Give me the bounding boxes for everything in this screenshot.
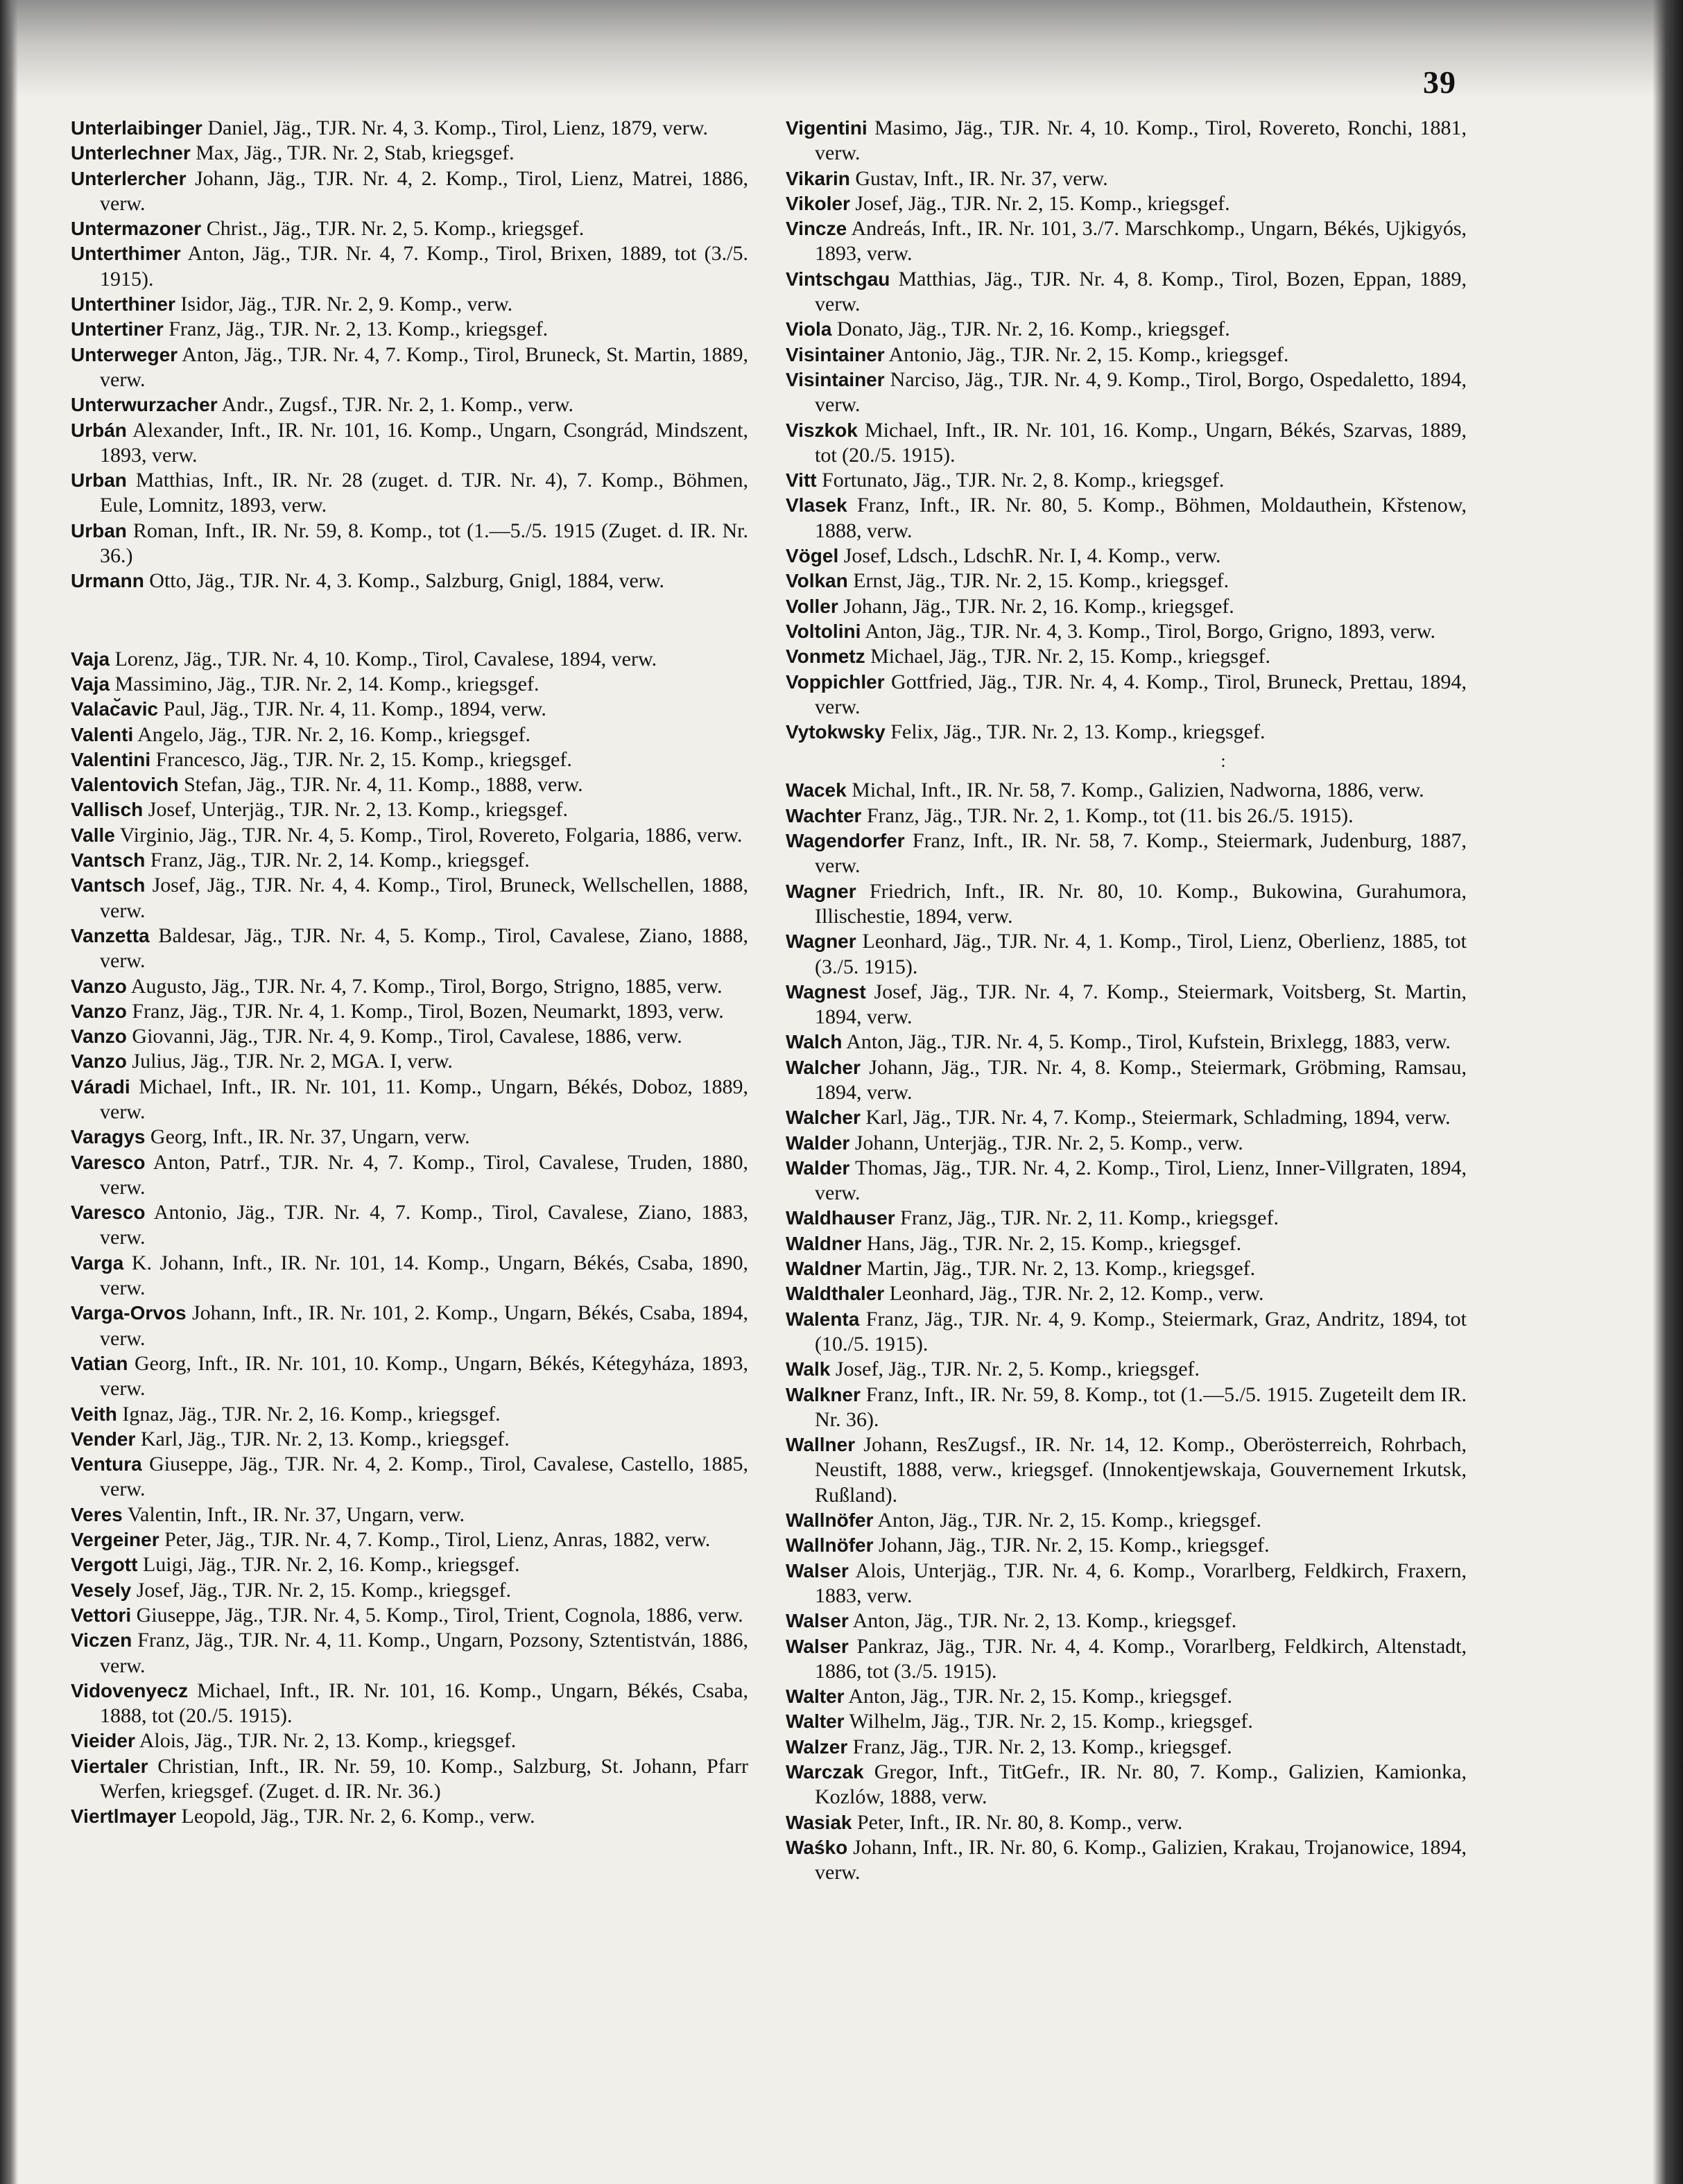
entry-surname: Vergeiner	[71, 1529, 159, 1551]
register-entry	[786, 1735, 1467, 1760]
entry-surname: Urban	[71, 469, 127, 492]
register-entry	[71, 697, 748, 722]
entry-surname: Unterlechner	[71, 142, 191, 164]
entry-surname: Valenti	[71, 723, 134, 745]
register-entry	[71, 1552, 748, 1577]
register-entry	[786, 1131, 1467, 1156]
entry-details: Gregor, Inft., TitGefr., IR. Nr. 80, 7. Komp., Galizien, Kamionka, Kozlów, 1888, verw.	[815, 1760, 1467, 1809]
entry-details: Peter, Jäg., TJR. Nr. 4, 7. Komp., Tirol, Lienz, Anras, 1882, verw.	[159, 1528, 711, 1552]
entry-details: Masimo, Jäg., TJR. Nr. 4, 10. Komp., Tirol, Rovereto, Ronchi, 1881, verw.	[815, 116, 1467, 165]
entry-surname: Untermazoner	[71, 218, 202, 240]
entry-details: Josef, Jäg., TJR. Nr. 2, 15. Komp., kriegsgef.	[131, 1578, 511, 1602]
register-entry	[786, 1634, 1467, 1685]
register-entry	[71, 141, 748, 166]
register-entry	[786, 1281, 1467, 1306]
entry-surname: Varga-Orvos	[71, 1302, 187, 1324]
entry-details: Johann, Inft., IR. Nr. 101, 2. Komp., Ungarn, Békés, Csaba, 1894, verw.	[100, 1301, 748, 1350]
register-entry	[71, 1402, 748, 1427]
entry-details: Franz, Inft., IR. Nr. 80, 5. Komp., Böhmen, Moldauthein, Křstenow, 1888, verw.	[815, 494, 1467, 542]
register-entry	[71, 292, 748, 317]
register-entry	[786, 267, 1467, 318]
entry-surname: Waśko	[786, 1836, 848, 1858]
entry-details: Josef, Jäg., TJR. Nr. 2, 5. Komp., kriegsgef.	[830, 1358, 1200, 1381]
entry-details: Franz, Jäg., TJR. Nr. 2, 13. Komp., kriegsgef.	[163, 318, 549, 341]
entry-details: Ignaz, Jäg., TJR. Nr. 2, 16. Komp., kriegsgef.	[116, 1402, 501, 1425]
entry-details: Michael, Inft., IR. Nr. 101, 16. Komp., Ungarn, Békés, Szarvas, 1889, tot (20./5. 1915).	[815, 418, 1467, 467]
entry-details: Johann, ResZugsf., IR. Nr. 14, 12. Komp., Oberösterreich, Rohrbach, Neustift, 1888, verw., kriegsgef. (Innokentjewskaja, Gouvernement Irkutsk, Rußland).	[815, 1433, 1467, 1507]
register-entry	[786, 1357, 1467, 1382]
section-gap	[71, 594, 748, 647]
entry-details: Michael, Jäg., TJR. Nr. 2, 15. Komp., kriegsgef.	[865, 645, 1270, 668]
entry-details: Georg, Inft., IR. Nr. 37, Ungarn, verw.	[145, 1125, 470, 1149]
entry-surname: Viertaler	[71, 1755, 148, 1777]
entry-details: Michael, Inft., IR. Nr. 101, 11. Komp., Ungarn, Békés, Doboz, 1889, verw.	[100, 1075, 748, 1123]
register-entry	[786, 1533, 1467, 1558]
entry-surname: Vintschgau	[786, 268, 890, 290]
scan-shadow-left	[0, 0, 18, 2184]
entry-details: Matthias, Inft., IR. Nr. 28 (zuget. d. TJR. Nr. 4), 7. Komp., Böhmen, Eule, Lomnitz, 1893, verw.	[100, 469, 748, 517]
entry-surname: Urmann	[71, 570, 144, 592]
entry-details: Franz, Jäg., TJR. Nr. 4, 11. Komp., Ungarn, Pozsony, Sztentistván, 1886, verw.	[100, 1629, 748, 1677]
entry-surname: Walser	[786, 1559, 849, 1581]
entry-details: Franz, Jäg., TJR. Nr. 2, 11. Komp., kriegsgef.	[895, 1206, 1279, 1230]
entry-surname: Ventura	[71, 1453, 142, 1475]
entry-surname: Varga	[71, 1251, 124, 1274]
register-entry	[786, 1105, 1467, 1130]
entry-details: Martin, Jäg., TJR. Nr. 2, 13. Komp., kriegsgef.	[861, 1257, 1256, 1281]
register-entry	[71, 1251, 748, 1301]
register-entry	[71, 317, 748, 342]
entry-details: Michal, Inft., IR. Nr. 58, 7. Komp., Galizien, Nadworna, 1886, verw.	[846, 779, 1424, 802]
entry-surname: Wagendorfer	[786, 830, 905, 852]
register-entry	[71, 216, 748, 241]
register-entry	[786, 1055, 1467, 1106]
entry-details: Christian, Inft., IR. Nr. 59, 10. Komp., Salzburg, St. Johann, Pfarr Werfen, kriegsgef. (Zuget. d. IR. Nr. 36.)	[100, 1754, 748, 1803]
entry-details: Franz, Jäg., TJR. Nr. 2, 14. Komp., kriegsgef.	[145, 849, 530, 872]
entry-surname: Valentovich	[71, 774, 179, 796]
register-entry	[786, 493, 1467, 544]
entry-surname: Viertlmayer	[71, 1805, 177, 1828]
entry-surname: Vantsch	[71, 874, 146, 896]
entry-surname: Vantsch	[71, 849, 146, 872]
entry-details: Giuseppe, Jäg., TJR. Nr. 4, 5. Komp., Tirol, Trient, Cognola, 1886, verw.	[131, 1603, 743, 1627]
register-entry	[786, 1256, 1467, 1281]
entry-surname: Vatian	[71, 1352, 128, 1374]
entry-details: Friedrich, Inft., IR. Nr. 80, 10. Komp., Bukowina, Gurahumora, Illischestie, 1894, verw.	[815, 879, 1467, 928]
register-entry	[786, 418, 1467, 469]
entry-surname: Vaja	[71, 648, 110, 670]
entry-surname: Warczak	[786, 1761, 864, 1783]
register-entry	[71, 418, 748, 469]
entry-details: Josef, Jäg., TJR. Nr. 4, 7. Komp., Steiermark, Voitsberg, St. Martin, 1894, verw.	[815, 980, 1467, 1029]
register-entry	[71, 519, 748, 569]
entry-surname: Varesco	[71, 1151, 146, 1173]
register-entry	[71, 1301, 748, 1351]
entry-details: Antonio, Jäg., TJR. Nr. 4, 7. Komp., Tirol, Cavalese, Ziano, 1883, verw.	[100, 1201, 748, 1249]
entry-surname: Wagner	[786, 880, 856, 902]
register-entry	[786, 317, 1467, 342]
entry-details: Angelo, Jäg., TJR. Nr. 2, 16. Komp., kriegsgef.	[133, 722, 531, 746]
register-entry	[71, 647, 748, 672]
register-entry	[71, 1075, 748, 1125]
register-entry	[786, 191, 1467, 216]
register-entry	[71, 1754, 748, 1805]
register-entry	[786, 1508, 1467, 1533]
register-entry	[71, 166, 748, 217]
scan-shadow-right	[1652, 0, 1683, 2184]
entry-details: Giovanni, Jäg., TJR. Nr. 4, 9. Komp., Tirol, Cavalese, 1886, verw.	[126, 1025, 682, 1048]
entry-details: Julius, Jäg., TJR. Nr. 2, MGA. I, verw.	[126, 1050, 453, 1073]
entry-details: Paul, Jäg., TJR. Nr. 4, 11. Komp., 1894, verw.	[158, 697, 546, 721]
register-entry	[786, 1383, 1467, 1433]
entry-surname: Vigentini	[786, 117, 868, 139]
section-separator: :	[1220, 751, 1226, 772]
entry-details: Valentin, Inft., IR. Nr. 37, Ungarn, verw.	[122, 1502, 465, 1526]
entry-surname: Vieider	[71, 1730, 135, 1752]
entry-details: Josef, Unterjäg., TJR. Nr. 2, 13. Komp., kriegsgef.	[143, 798, 568, 822]
entry-surname: Vikarin	[786, 167, 850, 189]
register-entry	[786, 343, 1467, 367]
entry-details: Peter, Inft., IR. Nr. 80, 8. Komp., verw.	[852, 1810, 1183, 1834]
register-entry	[786, 804, 1467, 829]
entry-surname: Walser	[786, 1635, 849, 1657]
entry-details: Narciso, Jäg., TJR. Nr. 4, 9. Komp., Tirol, Borgo, Ospedaletto, 1894, verw.	[815, 367, 1467, 417]
entry-surname: Walzer	[786, 1735, 848, 1758]
entry-surname: Viola	[786, 318, 832, 340]
entry-surname: Vettori	[71, 1604, 132, 1626]
entry-surname: Wacek	[786, 779, 847, 801]
entry-surname: Váradi	[71, 1075, 130, 1098]
entry-details: Anton, Patrf., TJR. Nr. 4, 7. Komp., Tirol, Cavalese, Truden, 1880, verw.	[100, 1150, 748, 1199]
entry-details: Karl, Jäg., TJR. Nr. 4, 7. Komp., Steiermark, Schladming, 1894, verw.	[860, 1106, 1451, 1129]
entry-details: Anton, Jäg., TJR. Nr. 4, 7. Komp., Tirol, Bruneck, St. Martin, 1889, verw.	[100, 343, 748, 391]
entry-details: Anton, Jäg., TJR. Nr. 2, 15. Komp., kriegsgef.	[844, 1685, 1232, 1708]
entry-surname: Valle	[71, 824, 115, 846]
register-entry	[786, 670, 1467, 720]
entry-surname: Visintainer	[786, 343, 885, 365]
entry-details: Antonio, Jäg., TJR. Nr. 2, 15. Komp., kriegsgef.	[884, 343, 1289, 366]
entry-details: Josef, Ldsch., LdschR. Nr. I, 4. Komp., verw.	[838, 544, 1221, 568]
entry-details: Ernst, Jäg., TJR. Nr. 2, 15. Komp., kriegsgef.	[847, 569, 1229, 593]
entry-details: Gustav, Inft., IR. Nr. 37, verw.	[849, 166, 1108, 190]
entry-surname: Walder	[786, 1132, 850, 1154]
register-entry	[786, 720, 1467, 745]
register-entry	[71, 1427, 748, 1452]
entry-surname: Vallisch	[71, 799, 144, 821]
entry-surname: Vanzetta	[71, 924, 150, 946]
register-entry	[786, 1432, 1467, 1508]
entry-details: Leonhard, Jäg., TJR. Nr. 4, 1. Komp., Tirol, Lienz, Oberlienz, 1885, tot (3./5. 1915).	[815, 930, 1467, 978]
entry-surname: Vögel	[786, 545, 839, 567]
entry-surname: Waldner	[786, 1258, 862, 1280]
entry-surname: Vesely	[71, 1579, 132, 1601]
register-entry	[786, 1030, 1467, 1055]
entry-surname: Valentini	[71, 748, 151, 770]
entry-surname: Voller	[786, 595, 838, 617]
left-column	[71, 116, 748, 1830]
register-entry	[71, 1200, 748, 1251]
entry-details: Thomas, Jäg., TJR. Nr. 4, 2. Komp., Tirol, Lienz, Inner-Villgraten, 1894, verw.	[815, 1156, 1467, 1205]
entry-details: Christ., Jäg., TJR. Nr. 2, 5. Komp., kriegsgef.	[201, 217, 585, 241]
entry-details: Leonhard, Jäg., TJR. Nr. 2, 12. Komp., verw.	[884, 1282, 1264, 1306]
entry-details: Daniel, Jäg., TJR. Nr. 4, 3. Komp., Tirol, Lienz, 1879, verw.	[202, 116, 708, 139]
register-entry	[71, 1150, 748, 1201]
entry-details: Franz, Jäg., TJR. Nr. 2, 13. Komp., kriegsgef.	[847, 1735, 1232, 1758]
entry-details: Franz, Inft., IR. Nr. 59, 8. Komp., tot (1.—5./5. 1915. Zugeteilt dem IR. Nr. 36).	[815, 1383, 1467, 1431]
register-entry	[71, 823, 748, 848]
entry-details: Johann, Jäg., TJR. Nr. 4, 8. Komp., Steiermark, Gröbming, Ramsau, 1894, verw.	[815, 1055, 1467, 1104]
entry-details: Andr., Zugsf., TJR. Nr. 2, 1. Komp., verw.	[217, 393, 573, 417]
entry-surname: Walter	[786, 1710, 845, 1733]
register-entry	[71, 392, 748, 417]
entry-details: Alexander, Inft., IR. Nr. 101, 16. Komp., Ungarn, Csongrád, Mindszent, 1893, verw.	[100, 418, 748, 467]
register-entry	[786, 1559, 1467, 1609]
entry-surname: Vidovenyecz	[71, 1679, 189, 1701]
entry-details: Wilhelm, Jäg., TJR. Nr. 2, 15. Komp., kriegsgef.	[844, 1710, 1253, 1733]
entry-surname: Vlasek	[786, 494, 847, 517]
entry-surname: Wagnest	[786, 980, 866, 1003]
entry-surname: Urban	[71, 519, 127, 541]
entry-surname: Walch	[786, 1031, 843, 1053]
register-entry	[71, 1603, 748, 1628]
entry-surname: Vikoler	[786, 192, 850, 214]
entry-surname: Walser	[786, 1610, 849, 1632]
entry-details: Max, Jäg., TJR. Nr. 2, Stab, kriegsgef.	[190, 141, 515, 165]
register-entry	[71, 1628, 748, 1679]
entry-details: Johann, Unterjäg., TJR. Nr. 2, 5. Komp., verw.	[849, 1131, 1243, 1154]
register-entry	[71, 1527, 748, 1552]
entry-surname: Vanzo	[71, 1050, 127, 1073]
entry-surname: Unterweger	[71, 343, 178, 365]
entry-surname: Viczen	[71, 1629, 132, 1652]
register-entry	[786, 116, 1467, 166]
register-entry	[786, 619, 1467, 644]
entry-surname: Wallnöfer	[786, 1534, 874, 1557]
register-entry	[71, 468, 748, 519]
entry-details: Anton, Jäg., TJR. Nr. 2, 13. Komp., kriegsgef.	[848, 1609, 1237, 1633]
entry-surname: Wasiak	[786, 1811, 852, 1833]
register-entry	[71, 1679, 748, 1729]
entry-details: Johann, Jäg., TJR. Nr. 2, 16. Komp., kriegsgef.	[838, 594, 1234, 618]
entry-surname: Vanzo	[71, 1000, 127, 1022]
entry-details: Anton, Jäg., TJR. Nr. 4, 5. Komp., Tirol, Kufstein, Brixlegg, 1883, verw.	[842, 1030, 1451, 1054]
register-entry	[786, 644, 1467, 669]
entry-surname: Viszkok	[786, 419, 858, 441]
register-entry	[786, 544, 1467, 569]
register-entry	[71, 116, 748, 141]
entry-details: Franz, Jäg., TJR. Nr. 4, 9. Komp., Steiermark, Graz, Andritz, 1894, tot (10./5. 1915).	[815, 1307, 1467, 1355]
entry-surname: Waldthaler	[786, 1283, 885, 1305]
entry-surname: Wallnöfer	[786, 1509, 874, 1532]
entry-surname: Unterlercher	[71, 167, 187, 189]
entry-details: Franz, Jäg., TJR. Nr. 2, 1. Komp., tot (11. bis 26./5. 1915).	[861, 804, 1354, 827]
register-entry	[71, 1049, 748, 1074]
entry-surname: Waldhauser	[786, 1207, 895, 1229]
entry-details: Lorenz, Jäg., TJR. Nr. 4, 10. Komp., Tirol, Cavalese, 1894, verw.	[110, 647, 657, 670]
entry-details: Massimino, Jäg., TJR. Nr. 2, 14. Komp., kriegsgef.	[110, 672, 540, 695]
register-entry	[786, 1810, 1467, 1835]
entry-details: Donato, Jäg., TJR. Nr. 2, 16. Komp., kriegsgef.	[831, 318, 1230, 341]
entry-surname: Vanzo	[71, 1025, 127, 1048]
entry-surname: Visintainer	[786, 368, 885, 390]
register-entry	[71, 999, 748, 1024]
register-entry	[786, 569, 1467, 593]
entry-details: Luigi, Jäg., TJR. Nr. 2, 16. Komp., kriegsgef.	[137, 1553, 520, 1577]
entry-details: Roman, Inft., IR. Nr. 59, 8. Komp., tot (1.—5./5. 1915 (Zuget. d. IR. Nr. 36.)	[100, 519, 748, 568]
entry-details: Fortunato, Jäg., TJR. Nr. 2, 8. Komp., kriegsgef.	[816, 469, 1225, 492]
right-column	[786, 116, 1467, 1885]
entry-details: K. Johann, Inft., IR. Nr. 101, 14. Komp., Ungarn, Békés, Csaba, 1890, verw.	[100, 1251, 748, 1300]
entry-details: Alois, Jäg., TJR. Nr. 2, 13. Komp., kriegsgef.	[135, 1729, 517, 1753]
entry-details: Matthias, Jäg., TJR. Nr. 4, 8. Komp., Tirol, Bozen, Eppan, 1889, verw.	[815, 267, 1467, 316]
register-entry	[71, 1125, 748, 1150]
register-entry	[71, 1728, 748, 1753]
entry-details: Anton, Jäg., TJR. Nr. 4, 3. Komp., Tirol, Borgo, Grigno, 1893, verw.	[861, 619, 1436, 643]
register-entry	[786, 468, 1467, 493]
register-entry	[786, 216, 1467, 267]
entry-details: Johann, Inft., IR. Nr. 80, 6. Komp., Galizien, Krakau, Trojanowice, 1894, verw.	[815, 1835, 1467, 1884]
entry-details: Stefan, Jäg., TJR. Nr. 4, 11. Komp., 1888, verw.	[178, 773, 583, 797]
entry-details: Josef, Jäg., TJR. Nr. 2, 15. Komp., kriegsgef.	[849, 191, 1230, 215]
entry-surname: Waldner	[786, 1232, 862, 1254]
entry-surname: Vonmetz	[786, 645, 865, 668]
register-entry	[786, 1231, 1467, 1256]
register-entry	[786, 1684, 1467, 1709]
register-entry	[71, 569, 748, 593]
entry-surname: Walkner	[786, 1383, 861, 1405]
entry-surname: Untertiner	[71, 318, 164, 340]
entry-details: Anton, Jäg., TJR. Nr. 4, 7. Komp., Tirol, Brixen, 1889, tot (3./5. 1915).	[100, 242, 748, 291]
entry-details: Hans, Jäg., TJR. Nr. 2, 15. Komp., kriegsgef.	[861, 1231, 1242, 1255]
register-entry	[786, 1835, 1467, 1886]
entry-surname: Walter	[786, 1685, 845, 1708]
entry-surname: Vincze	[786, 218, 847, 240]
entry-details: Pankraz, Jäg., TJR. Nr. 4, 4. Komp., Vorarlberg, Feldkirch, Altenstadt, 1886, tot (3./5. 1915).	[815, 1634, 1467, 1683]
register-entry	[71, 722, 748, 747]
register-entry	[71, 772, 748, 797]
entry-details: Anton, Jäg., TJR. Nr. 2, 15. Komp., kriegsgef.	[873, 1509, 1261, 1532]
register-entry	[71, 797, 748, 822]
register-entry	[71, 672, 748, 697]
register-entry	[786, 166, 1467, 191]
entry-surname: Vergott	[71, 1554, 138, 1576]
entry-details: Franz, Inft., IR. Nr. 58, 7. Komp., Steiermark, Judenburg, 1887, verw.	[815, 829, 1467, 878]
register-entry	[786, 879, 1467, 930]
register-entry	[786, 1307, 1467, 1358]
register-entry	[786, 929, 1467, 980]
entry-surname: Walcher	[786, 1056, 861, 1078]
entry-details: Gottfried, Jäg., TJR. Nr. 4, 4. Komp., Tirol, Bruneck, Prettau, 1894, verw.	[815, 670, 1467, 718]
register-entry	[71, 343, 748, 393]
register-entry	[71, 974, 748, 999]
entry-surname: Vytokwsky	[786, 721, 886, 743]
entry-surname: Vanzo	[71, 975, 127, 997]
entry-details: Virginio, Jäg., TJR. Nr. 4, 5. Komp., Tirol, Rovereto, Folgaria, 1886, verw.	[114, 823, 743, 847]
entry-details: Georg, Inft., IR. Nr. 101, 10. Komp., Ungarn, Békés, Kétegyháza, 1893, verw.	[100, 1351, 748, 1401]
entry-surname: Voltolini	[786, 620, 861, 642]
entry-surname: Vender	[71, 1428, 136, 1450]
register-entry	[71, 848, 748, 873]
register-entry	[786, 980, 1467, 1030]
entry-surname: Walenta	[786, 1308, 860, 1330]
register-entry	[786, 1709, 1467, 1734]
entry-details: Giuseppe, Jäg., TJR. Nr. 4, 2. Komp., Tirol, Cavalese, Castello, 1885, verw.	[100, 1453, 748, 1501]
entry-details: Franz, Jäg., TJR. Nr. 4, 1. Komp., Tirol, Bozen, Neumarkt, 1893, verw.	[126, 999, 724, 1023]
entry-details: Otto, Jäg., TJR. Nr. 4, 3. Komp., Salzburg, Gnigl, 1884, verw.	[144, 569, 665, 593]
entry-details: Josef, Jäg., TJR. Nr. 4, 4. Komp., Tirol, Bruneck, Wellschellen, 1888, verw.	[100, 874, 748, 922]
entry-surname: Veith	[71, 1403, 117, 1425]
entry-details: Leopold, Jäg., TJR. Nr. 2, 6. Komp., verw.	[176, 1805, 535, 1828]
entry-details: Karl, Jäg., TJR. Nr. 2, 13. Komp., kriegsgef.	[135, 1427, 510, 1450]
register-entry	[71, 241, 748, 292]
entry-details: Alois, Unterjäg., TJR. Nr. 4, 6. Komp., Vorarlberg, Feldkirch, Fraxern, 1883, verw.	[815, 1559, 1467, 1607]
register-entry	[71, 747, 748, 772]
entry-surname: Unterthimer	[71, 243, 181, 265]
register-entry	[786, 1206, 1467, 1231]
entry-surname: Wallner	[786, 1434, 856, 1456]
entry-surname: Walcher	[786, 1107, 861, 1129]
register-entry	[786, 1760, 1467, 1810]
register-entry	[71, 1502, 748, 1527]
page-number: 39	[1423, 64, 1456, 100]
entry-surname: Vaja	[71, 673, 110, 695]
entry-surname: Unterlaibinger	[71, 117, 202, 139]
entry-surname: Valac̆avic	[71, 698, 159, 720]
entry-surname: Voppichler	[786, 670, 885, 693]
register-entry	[786, 778, 1467, 803]
register-entry	[71, 1804, 748, 1829]
register-entry	[71, 1351, 748, 1402]
entry-surname: Wagner	[786, 930, 856, 953]
entry-surname: Walder	[786, 1156, 850, 1179]
entry-surname: Varesco	[71, 1202, 146, 1224]
entry-details: Johann, Jäg., TJR. Nr. 4, 2. Komp., Tirol, Lienz, Matrei, 1886, verw.	[100, 166, 748, 215]
entry-surname: Unterthiner	[71, 293, 175, 315]
entry-details: Johann, Jäg., TJR. Nr. 2, 15. Komp., kriegsgef.	[873, 1534, 1270, 1557]
entry-surname: Walk	[786, 1358, 831, 1380]
register-entry	[786, 367, 1467, 418]
register-entry	[71, 1452, 748, 1502]
entry-surname: Veres	[71, 1503, 123, 1525]
entry-details: Francesco, Jäg., TJR. Nr. 2, 15. Komp., kriegsgef.	[150, 747, 572, 771]
register-entry	[786, 1609, 1467, 1633]
register-entry	[786, 1156, 1467, 1206]
entry-details: Michael, Inft., IR. Nr. 101, 16. Komp., Ungarn, Békés, Csaba, 1888, tot (20./5. 1915).	[100, 1679, 748, 1728]
register-entry	[786, 829, 1467, 879]
entry-surname: Urbán	[71, 419, 127, 441]
entry-details: Andreás, Inft., IR. Nr. 101, 3./7. Marschkomp., Ungarn, Békés, Ujkigyós, 1893, verw.	[815, 217, 1467, 266]
entry-details: Baldesar, Jäg., TJR. Nr. 4, 5. Komp., Tirol, Cavalese, Ziano, 1888, verw.	[100, 924, 748, 973]
register-entry	[786, 594, 1467, 619]
entry-details: Felix, Jäg., TJR. Nr. 2, 13. Komp., kriegsgef.	[885, 720, 1266, 744]
entry-details: Augusto, Jäg., TJR. Nr. 4, 7. Komp., Tirol, Borgo, Strigno, 1885, verw.	[126, 974, 723, 998]
entry-details: Isidor, Jäg., TJR. Nr. 2, 9. Komp., verw.	[175, 293, 513, 316]
entry-surname: Wachter	[786, 804, 862, 826]
entry-surname: Volkan	[786, 570, 848, 592]
entry-surname: Vitt	[786, 469, 817, 492]
register-entry	[71, 1024, 748, 1049]
entry-surname: Unterwurzacher	[71, 394, 218, 416]
register-entry	[71, 1578, 748, 1603]
entry-surname: Varagys	[71, 1126, 146, 1148]
register-entry	[71, 924, 748, 974]
register-entry	[71, 873, 748, 924]
